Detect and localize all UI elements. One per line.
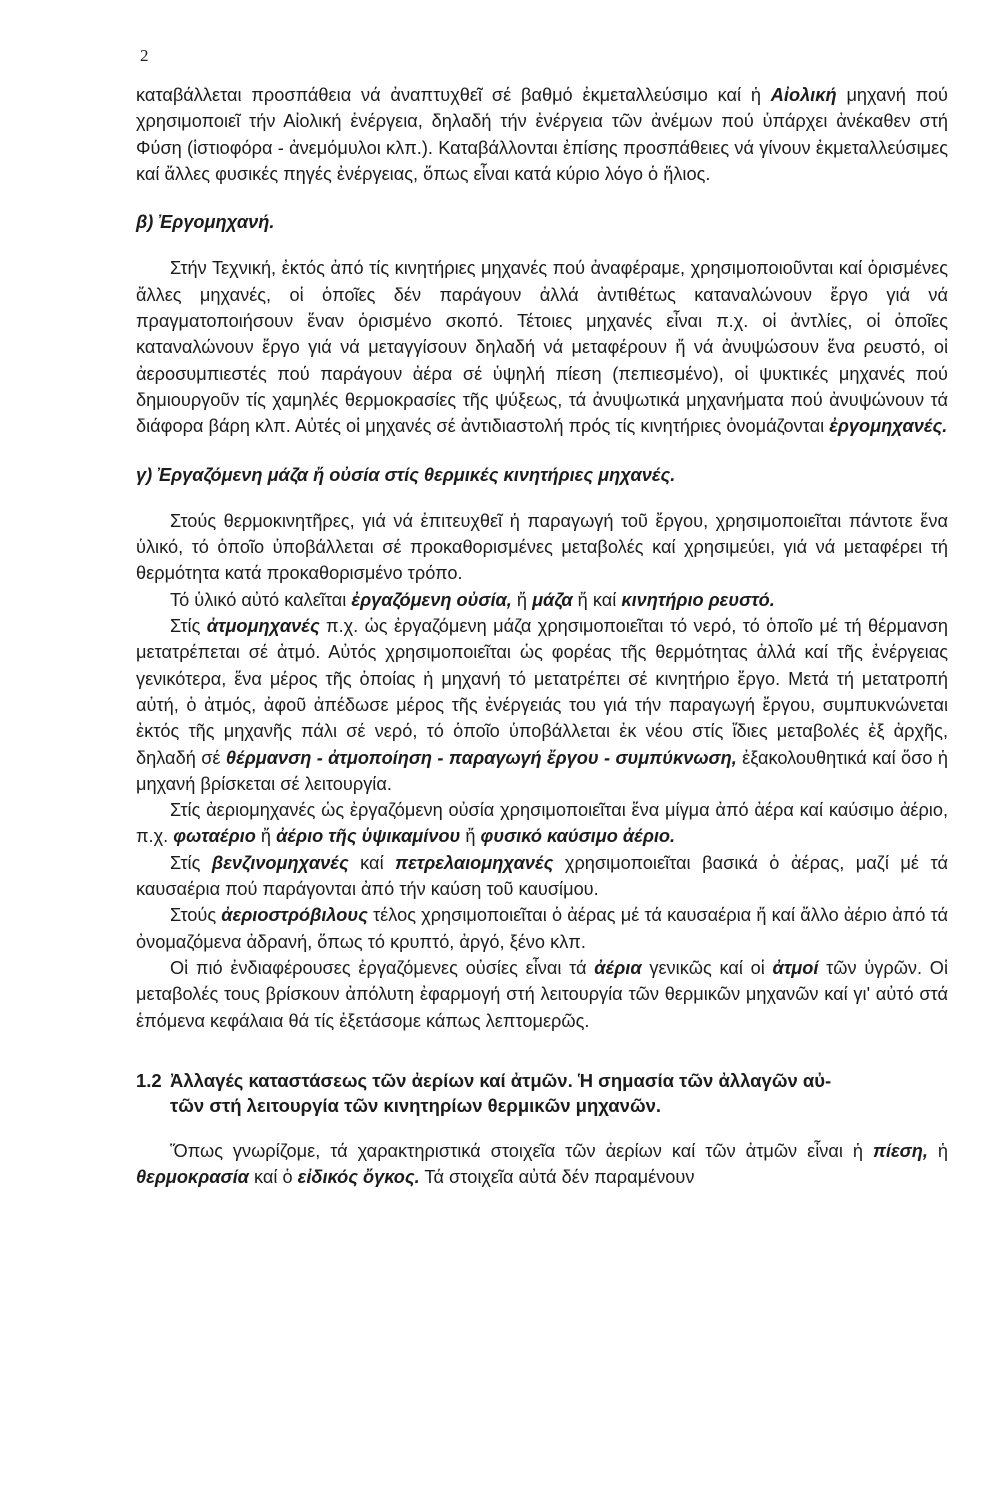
gamma-paragraph-5: Στίς βενζινομηχανές καί πετρελαιομηχανές χρησιμοποιεῖται βασικά ὁ ἀέρας, μαζί μέ τά καυσαέρια πού παράγονται ἀπό τήν καύση τοῦ καυσίμου. xyxy=(136,852,948,900)
subheading-beta: β) Ἐργομηχανή. xyxy=(136,212,275,233)
gamma-paragraph-7: Οἱ πιό ἐνδιαφέρουσες ἐργαζόμενες οὐσίες εἶναι τά ἀέρια γενικῶς καί οἱ ἀτμοί τῶν ὑγρῶν. Οἱ μεταβολές τους βρίσκουν ἀπόλυτη ἐφαρμογή στή λειτουργία τῶν θερμικῶν μηχανῶν καί γι' αὐτό στά ἑπόμενα κεφάλαια θά τίς ἐξετάσομε κάπως λεπτομερῶς. xyxy=(136,957,948,1031)
page-number: 2 xyxy=(140,46,149,65)
page-body xyxy=(136,82,948,1190)
emphasis: ἐργομηχανές. xyxy=(829,416,948,437)
gamma-paragraph-2: Τό ὑλικό αὐτό καλεῖται ἐργαζόμενη οὐσία, ἤ μάζα ἤ καί κινητήριο ρευστό. xyxy=(170,589,775,610)
gamma-paragraph-3: Στίς ἀτμομηχανές π.χ. ὡς ἐργαζόμενη μάζα χρησιμοποιεῖται τό νερό, τό ὁποῖο μέ τή θέρμανση μετατρέπεται σέ ἀτμό. Αὐτός χρησιμοποιεῖται ὡς φορέας τῆς θερμότητας ἀλλά καί τῆς ἐνέργειας γενικότερα, ἕνα μέρος τῆς ὁποίας ἡ μηχανή τό μετατρέπει σέ κινητήριο ἔργο. Μετά τή μετατροπή αὐτή, ὁ ἀτμός, ἀφοῦ ἀπέδωσε μέρος τῆς ἐνέργειάς του γιά τήν παραγωγή ἔργου, συμπυκνώνεται ἐκτός τῆς μηχανῆς πάλι σέ νερό, τό ὁποῖο ὑποβάλλεται ἐκ νέου στίς ἴδιες μεταβολές ἐξ ἀρχῆς, δηλαδή σέ θέρμανση - ἀτμοποίηση - παραγωγή ἔργου - συμπύκνωση, ἐξακολουθητικά καί ὅσο ἡ μηχανή βρίσκεται σέ λειτουργία. xyxy=(136,616,948,794)
section-paragraph: Ὅπως γνωρίζομε, τά χαρακτηριστικά στοιχεῖα τῶν ἀερίων καί τῶν ἀτμῶν εἶναι ἡ πίεση, ἡ θερμοκρασία καί ὁ εἰδικός ὄγκος. Τά στοιχεῖα αὐτά δέν παραμένουν xyxy=(136,1140,948,1188)
emphasis: Αἰολική xyxy=(770,85,837,105)
section-title xyxy=(136,1068,948,1118)
section-title-line-1: Ἀλλαγές καταστάσεως τῶν ἀερίων καί ἀτμῶν. Ἡ σημασία τῶν ἀλλαγῶν αὐ- xyxy=(170,1069,832,1091)
section-number: 1.2 xyxy=(136,1069,162,1091)
section-title-line-2: τῶν στή λειτουργία τῶν κινητηρίων θερμικῶν μηχανῶν. xyxy=(170,1094,661,1116)
intro-paragraph: καταβάλλεται προσπάθεια νά ἀναπτυχθεῖ σέ βαθμό ἐκμεταλλεύσιμο καί ἡ Αἰολική μηχανή πού χρησιμοποιεῖ τήν Αἰολική ἐνέργεια, δηλαδή τήν ἐνέργεια τῶν ἀνέμων πού ὑπάρχει ἀνέκαθεν στή Φύση (ἱστιοφόρα - ἀνεμόμυλοι κλπ.). Καταβάλλονται ἐπίσης προσπάθειες νά γίνουν ἐκμεταλλεύσιμες καί ἄλλες φυσικές πηγές ἐνέργειας, ὅπως εἶναι κατά κύριο λόγο ὁ ἥλιος. xyxy=(136,85,948,184)
subheading-gamma: γ) Ἐργαζόμενη μάζα ἤ οὐσία στίς θερμικές κινητήριες μηχανές. xyxy=(136,464,676,485)
gamma-paragraph-1: Στούς θερμοκινητῆρες, γιά νά ἐπιτευχθεῖ ἡ παραγωγή τοῦ ἔργου, χρησιμοποιεῖται πάντοτε ἕνα ὑλικό, τό ὁποῖο ὑποβάλλεται σέ προκαθορισμένες μεταβολές καί χρησιμεύει, γιά νά μεταφέρει τή θερμότητα κατά προκαθορισμένο τρόπο. xyxy=(136,510,948,584)
beta-paragraph: Στήν Τεχνική, ἐκτός ἀπό τίς κινητήριες μηχανές πού ἀναφέραμε, χρησιμοποιοῦνται καί ὁρισμένες ἄλλες μηχανές, οἱ ὁποῖες δέν παράγουν ἀλλά ἀντιθέτως καταναλώνουν ἔργο γιά νά πραγματοποιήσουν ἕναν ὁρισμένο σκοπό. Τέτοιες μηχανές εἶναι π.χ. οἱ ἀντλίες, οἱ ὁποῖες καταναλώνουν ἔργο γιά νά μεταγγίσουν δηλαδή νά μεταφέρουν ἤ νά ἀνυψώσουν ἕνα ρευστό, οἱ ἀεροσυμπιεστές πού παράγουν ἀέρα σέ ὑψηλή πίεση (πεπιεσμένο), οἱ ψυκτικές μηχανές πού δημιουργοῦν τίς χαμηλές θερμοκρασίες τῆς ψύξεως, τά ἀνυψωτικά μηχανήματα πού ἀνυψώνουν τά διάφορα βάρη κλπ. Αὐτές οἱ μηχανές σέ ἀντιδιαστολή πρός τίς κινητήριες ὀνομάζονται ἐργομηχανές. xyxy=(136,258,948,437)
gamma-paragraph-4: Στίς ἀεριομηχανές ὡς ἐργαζόμενη οὐσία χρησιμοποιεῖται ἕνα μίγμα ἀπό ἀέρα καί καύσιμο ἀέριο, π.χ. φωταέριο ἤ ἀέριο τῆς ὑψικαμίνου ἤ φυσικό καύσιμο ἀέριο. xyxy=(136,800,948,847)
gamma-paragraph-6: Στούς ἀεριοστρόβιλους τέλος χρησιμοποιεῖται ὁ ἀέρας μέ τά καυσαέρια ἤ καί ἄλλο ἀέριο ἀπό τά ὀνομαζόμενα ἀδρανή, ὅπως τό κρυπτό, ἀργό, ξένο κλπ. xyxy=(136,905,948,952)
